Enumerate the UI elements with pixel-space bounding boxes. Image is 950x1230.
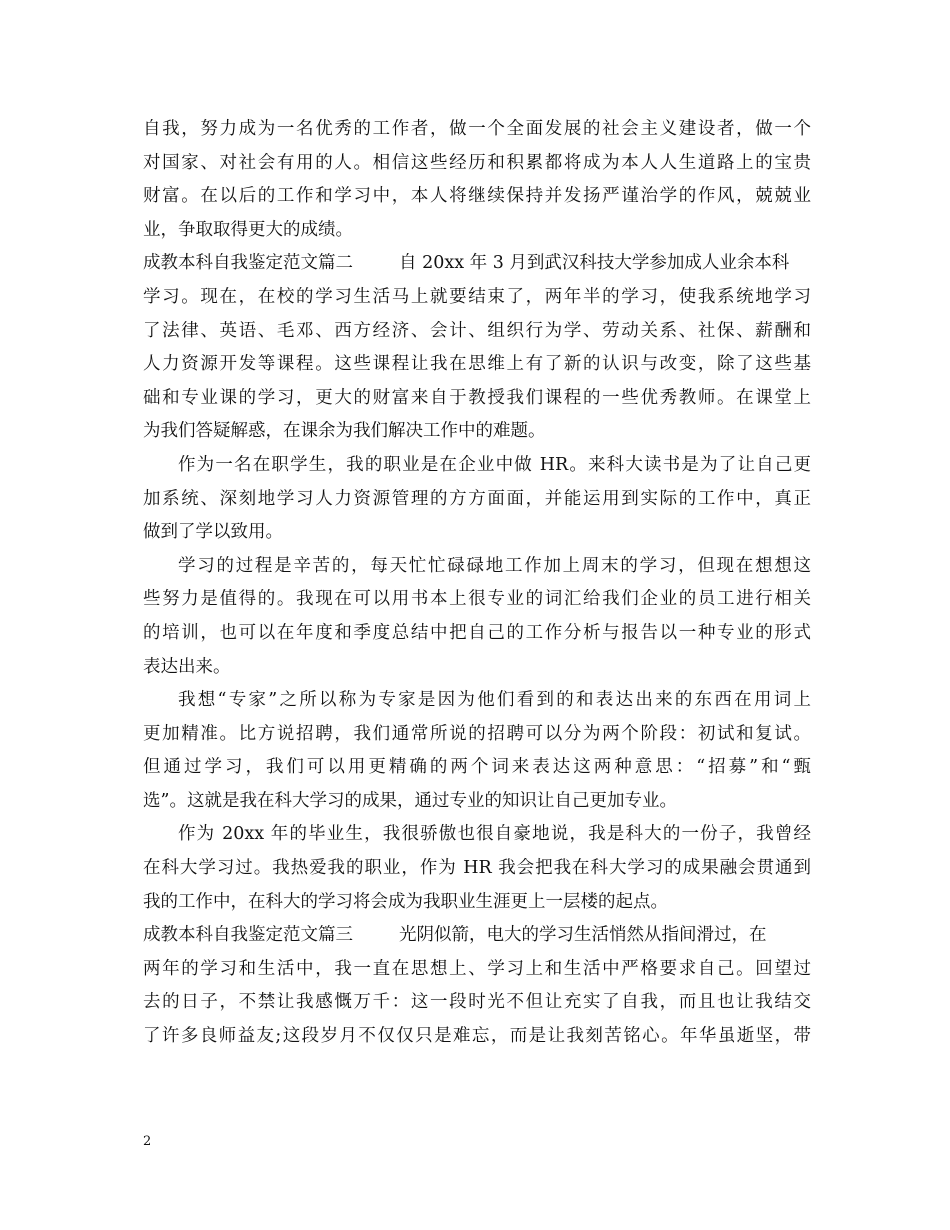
section-opening-text: 光阴似箭，电大的学习生活悄然从指间滑过，在 — [399, 925, 767, 946]
body-text — [143, 113, 811, 1054]
text-line: 自我，努力成为一名优秀的工作者，做一个全面发展的社会主义建设者，做一个 — [143, 119, 811, 139]
section-heading-line — [143, 919, 811, 953]
section-heading: 成教本科自我鉴定范文篇二 — [143, 253, 353, 274]
text-line: 业，争取取得更大的成绩。 — [143, 219, 353, 240]
text-line: 人力资源开发等课程。这些课程让我在思维上有了新的认识与改变，除了这些基 — [143, 354, 811, 375]
page-number: 2 — [143, 1134, 152, 1149]
text-line: 两年的学习和生活中，我一直在思想上、学习上和生活中严格要求自己。回望过 — [143, 958, 811, 979]
section-heading: 成教本科自我鉴定范文篇三 — [143, 925, 353, 946]
text-line: 学习。现在，在校的学习生活马上就要结束了，两年半的学习，使我系统地学习 — [143, 286, 811, 307]
text-line: 作为一名在职学生，我的职业是在企业中做 HR。来科大读书是为了让自己更 — [178, 454, 811, 475]
text-line: 表达出来。 — [143, 656, 231, 677]
text-line: 了法律、英语、毛邓、西方经济、会计、组织行为学、劳动关系、社保、薪酬和 — [143, 320, 811, 341]
section-heading-line — [143, 247, 811, 281]
text-line: 对国家、对社会有用的人。相信这些经历和积累都将成为本人人生道路上的宝贵 — [143, 152, 811, 173]
text-line: 为我们答疑解惑，在课余为我们解决工作中的难题。 — [143, 421, 546, 442]
text-line: 但通过学习，我们可以用更精确的两个词来表达这两种意思：“招募”和“甄 — [143, 757, 811, 778]
text-line: 更加精准。比方说招聘，我们通常所说的招聘可以分为两个阶段：初试和复试。 — [143, 723, 811, 744]
text-line: 在科大学习过。我热爱我的职业，作为 HR 我会把我在科大学习的成果融会贯通到 — [143, 858, 811, 879]
text-line: 学习的过程是辛苦的，每天忙忙碌碌地工作加上周末的学习，但现在想想这 — [178, 555, 811, 576]
text-line: 了许多良师益友;这段岁月不仅仅只是难忘，而是让我刻苦铭心。年华虽逝坚，带 — [143, 1026, 811, 1047]
text-line: 础和专业课的学习，更大的财富来自于教授我们课程的一些优秀教师。在课堂上 — [143, 387, 811, 408]
text-line: 的培训，也可以在年度和季度总结中把自己的工作分析与报告以一种专业的形式 — [143, 622, 811, 643]
text-line: 做到了学以致用。 — [143, 522, 283, 543]
text-line: 加系统、深刻地学习人力资源管理的方方面面，并能运用到实际的工作中，真正 — [143, 488, 811, 509]
text-line: 作为 20xx 年的毕业生，我很骄傲也很自豪地说，我是科大的一份子，我曾经 — [178, 824, 811, 845]
text-line: 我想“专家”之所以称为专家是因为他们看到的和表达出来的东西在用词上 — [178, 690, 811, 711]
text-line: 选”。这就是我在科大学习的成果，通过专业的知识让自己更加专业。 — [143, 790, 677, 811]
text-line: 财富。在以后的工作和学习中，本人将继续保持并发扬严谨治学的作风，兢兢业 — [143, 186, 811, 207]
section-opening-text: 自 20xx 年 3 月到武汉科技大学参加成人业余本科 — [399, 253, 790, 274]
text-line: 些努力是值得的。我现在可以用书本上很专业的词汇给我们企业的员工进行相关 — [143, 589, 811, 610]
text-line: 去的日子，不禁让我感慨万千：这一段时光不但让充实了自我，而且也让我结交 — [143, 992, 811, 1013]
text-line: 我的工作中，在科大的学习将会成为我职业生涯更上一层楼的起点。 — [143, 891, 668, 912]
